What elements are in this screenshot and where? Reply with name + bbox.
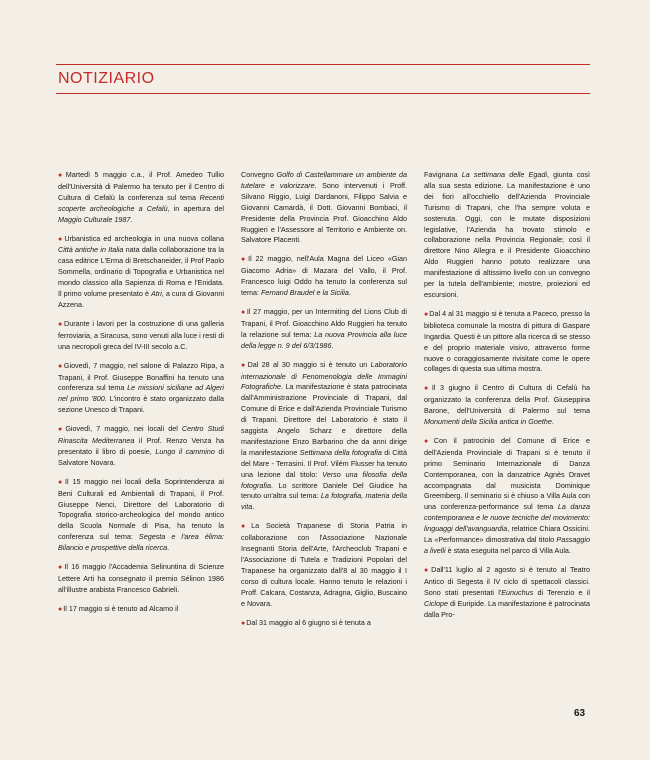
item-text: Il 27 maggio, per un Intermiting del Lions Club di Trapani, il Prof. Gioacchino Aldo Ruggieri ha tenuto la relazione sul tema: <box>241 306 407 339</box>
item-text: Giovedì, 7 maggio, nei locali del <box>65 424 182 434</box>
bullet-icon: ● <box>241 619 246 627</box>
italic-text: Verso una filosofia della fotografia <box>241 469 407 490</box>
italic-text: Passaggio a livelli <box>424 535 590 555</box>
news-item <box>58 604 224 616</box>
bullet-icon: ● <box>424 566 431 574</box>
item-text: Il 15 maggio nei locali della Soprintendenza ai Beni Culturali ed Ambientali di Trapani, il Prof. Giuseppe Nenci, Direttore del Laboratorio di Topografia storico-archeologica del mondo antico della Scuola Normale di Pisa, ha tenuto la conferenza sul tema: <box>58 476 224 542</box>
news-item <box>241 521 407 609</box>
bullet-icon: ● <box>58 478 65 486</box>
italic-text: Recenti scoperte archeologiche a Cefalù <box>58 192 224 213</box>
bullet-icon: ● <box>58 172 65 179</box>
bullet-icon: ● <box>58 320 63 328</box>
item-text: nata dalla collaborazione tra la casa editrice L'Erma di Bretschaneider, il Prof Paolo Sommella, ordinario di Topografia e Urbanistica nel mondo classico alla Sapienza di Roma e l'Enidata. Il primo volume presentato è <box>58 245 224 299</box>
bullet-icon: ● <box>424 385 431 393</box>
news-item <box>58 170 224 226</box>
italic-text: Laboratorio internazionale di Fenomenologia delle Immagini Fotografiche <box>241 359 407 392</box>
italic-text: La nuova Provincia alla luce della legge n. 9 del 6/3/1986 <box>241 329 407 350</box>
bullet-icon: ● <box>241 308 246 316</box>
item-text: Dal 31 maggio al 6 giugno si è tenuta a <box>246 617 371 627</box>
bullet-icon: ● <box>241 361 247 369</box>
news-item <box>58 319 224 353</box>
italic-text: Monumenti della Sicilia antica in Goethe <box>424 417 552 427</box>
header-rule-bottom <box>56 93 590 94</box>
italic-text: La fotografia, materia della vita <box>241 491 407 512</box>
item-text: Il 16 maggio l'Accademia Selinuntina di Scienze Lettere Arti ha consegnato il premio Sélinon 1986 all'illustre arabista Francesco Gabrieli. <box>58 562 225 594</box>
column-2 <box>241 170 407 637</box>
item-text: Durante i lavori per la costruzione di una galleria ferroviaria, a Siracusa, sono venuti alla luce i resti di una necropoli greca del IV-III secolo a.C. <box>58 318 224 351</box>
item-text: . Lo scrittore Daniele Del Giudice ha tenuto un'altra sul tema: <box>241 480 407 501</box>
item-text: Martedì 5 maggio c.a., il Prof. Amedeo Tullio dell'Università di Palermo ha tenuto per il Centro di Cultura di Cefalù la conferenza sul tema <box>58 170 224 202</box>
news-item <box>58 424 224 469</box>
italic-text: La settimana delle Egadi <box>461 170 547 179</box>
item-text: Favignana <box>424 170 462 179</box>
item-text: Il 3 giugno il Centro di Cultura di Cefalù ha organizzato la conferenza della Prof. Giuseppina Barone, dell'Università di Palermo sul tema <box>424 383 591 416</box>
article-columns <box>58 170 590 637</box>
bullet-icon: ● <box>424 437 433 445</box>
bullet-icon: ● <box>424 310 429 318</box>
italic-text: Settimana della fotografia <box>299 447 382 457</box>
news-item <box>58 562 224 596</box>
italic-text: Ciclope <box>424 598 448 608</box>
news-item <box>241 254 407 299</box>
item-text: . <box>331 340 334 350</box>
item-text: Convegno <box>241 170 277 179</box>
news-item <box>424 170 590 301</box>
item-text: Urbanistica ed archeologia in una nuova collana <box>64 233 224 243</box>
item-text: Dall'11 luglio al 2 agosto si è tenuto al Teatro Antico di Segesta il IV ciclo di spettacoli classici. Sono stati presentati l' <box>424 564 590 597</box>
italic-text: Segesta e l'area élima: Bilancio e prospettive della ricerca <box>58 532 225 553</box>
italic-text: Atri <box>151 289 162 299</box>
news-item <box>58 234 224 311</box>
bullet-icon: ● <box>58 362 63 370</box>
column-3 <box>424 170 590 637</box>
bullet-icon: ● <box>58 235 64 243</box>
item-text: è stata eseguita nel parco di Villa Aula. <box>445 546 571 555</box>
item-text: di Salvatore Novara. <box>58 446 225 467</box>
item-text: di Terenzio e il <box>533 587 590 597</box>
item-text: Con il patrocinio del Comune di Erice e dell'Azienda Provinciale di Trapani si è tenuto il primo Seminario Internazionale di Danza Contemporanea, con la danzatrice Agnès Dravet accompagnata dal musicista Dominique Greemberg. Il seminario si è chiuso a Villa Aula con una conferenza-performance sul tema <box>424 435 590 512</box>
news-item <box>58 477 224 554</box>
bullet-icon: ● <box>241 523 251 531</box>
item-text: . <box>551 417 554 427</box>
italic-text: Eunuchus <box>501 587 534 597</box>
italic-text: Golfo di Castellammare un ambiente da tutelare e valorizzare <box>241 170 407 190</box>
item-text: di Euripide. La manifestazione è patrocinata dalla Pro- <box>424 598 590 619</box>
news-item <box>424 309 590 375</box>
item-text: La Società Trapanese di Storia Patria in collaborazione con l'Associazione Nazionale Insegnanti Storia dell'Arte, l'Archeoclub Trapani e l'Associazione di Tutela e Tradizioni Popolari del Trapanese ha organizzato dall'8 al 30 maggio il I corso di cultura locale. Hanno tenuto le relazioni i Proff. Calcara, Costanza, Adragna, Giglio, Buscaino e Novara. <box>241 521 408 608</box>
news-item <box>241 360 407 514</box>
item-text: Il 17 maggio si è tenuto ad Alcamo il <box>63 603 179 613</box>
item-text: il Prof. Renzo Venza ha presentato il libro di poesie, <box>58 436 224 456</box>
news-item <box>241 170 407 246</box>
column-1 <box>58 170 224 637</box>
news-item <box>241 307 407 352</box>
bullet-icon: ● <box>58 605 63 613</box>
item-text: , a cura di Giovanni Azzena. <box>58 289 224 309</box>
item-text: Dal 28 al 30 maggio si è tenuto un <box>247 359 371 369</box>
item-text: Dal 4 al 31 maggio si è tenuta a Paceco, presso la biblioteca comunale la mostra di pittura di Gaspare Ingardia. Questi è un pittore alla ricerca di se stesso e del proprio materiale visivo, attraverso forme nuove o coraggiosamente rivisitate come le opere collages di questa sua ultima mostra. <box>424 308 590 374</box>
item-text: Giovedì, 7 maggio, nel salone di Palazzo Ripa, a Trapani, il Prof. Giuseppe Bonaffini ha tenuto una conferenza sul tema <box>58 360 224 393</box>
item-text: . <box>252 502 255 512</box>
item-text: . <box>167 543 170 553</box>
news-item <box>424 383 590 428</box>
italic-text: Centro Studi Rinascita Mediterranea <box>58 424 224 446</box>
bullet-icon: ● <box>241 256 248 264</box>
item-text: , relatrice Chiara Ossicini. La «Performance» dimostrativa dal titolo <box>424 524 590 545</box>
item-text: . Sono intervenuti i Proff. Silvano Riggio, Luigi Dardanoni, Filippo Salvia e Giovanni Camardà, il Dott. Giovanni Bombaci, il Presidente della Provincia Prof. Gioacchino Aldo Ruggieri e l'Assessore al Territorio e Ambiente on. Salvatore Placenti. <box>241 180 408 245</box>
bullet-icon: ● <box>58 426 65 434</box>
item-text: . <box>348 288 351 298</box>
section-title: NOTIZIARIO <box>58 70 155 87</box>
item-text: di Città del Mare - Terrasini. Il Prof. Vilém Flusser ha tenuto una lezione dal titolo: <box>241 447 407 479</box>
italic-text: Lungo il cammino <box>155 446 215 456</box>
italic-text: Fernand Braudel e la Sicilia <box>260 288 349 298</box>
item-text: Il 22 maggio, nell'Aula Magna del Liceo «Gian Giacomo Adria» di Mazara del Vallo, il Prof. Francesco luigi Oddo ha tenuto la conferenza sul tema: <box>241 254 407 298</box>
item-text: , giunta così alla sua sesta edizione. La manifestazione è uno dei fiori all'occhiello dell'Azienda Provinciale Turismo di Trapani, che l'ha sempre voluta e sostenuta. Oggi, con le mutate disposizioni legislative, l'Azienda ha trovato stimolo e collaborazione nella Provincia Regionale; così il direttore Nino Allegra e il Presidente Gioacchino Aldo Ruggieri hanno potuto realizzare una manifestazione di altissimo livello con un convegno per la tutela dell'ambiente; mostre, proiezioni ed escursioni. <box>424 170 591 299</box>
item-text: . L'incontro è stato organizzato dalla sezione Unesco di Trapani. <box>58 394 224 415</box>
news-item <box>424 436 590 557</box>
page-number: 63 <box>574 708 586 719</box>
item-text: . <box>130 214 133 224</box>
italic-text: Maggio Culturale 1987 <box>58 214 131 224</box>
item-text: . La manifestazione è stata patrocinata dall'Amministrazione Provinciale di Trapani, dal Comune di Erice e dall'Azienda Provinciale Turismo di Trapani. Direttore del Laboratorio è stato il saggista Angelo Scharz e direttore della manifestazione Enzo Barbarino che da anni dirige la manifestazione <box>241 382 407 457</box>
italic-text: Le missioni siciliane ad Algeri nel primo '800 <box>58 383 224 404</box>
news-item <box>241 618 407 630</box>
news-item <box>58 361 224 417</box>
italic-text: La danza contemporanea e le nuove tecniche del movimento: linguaggi dell'avanguardia <box>424 502 590 534</box>
news-item <box>424 565 590 621</box>
header-rule-top <box>56 64 590 65</box>
bullet-icon: ● <box>58 564 64 572</box>
italic-text: Città antiche in Italia <box>58 245 124 255</box>
item-text: , in apertura del <box>167 203 224 213</box>
